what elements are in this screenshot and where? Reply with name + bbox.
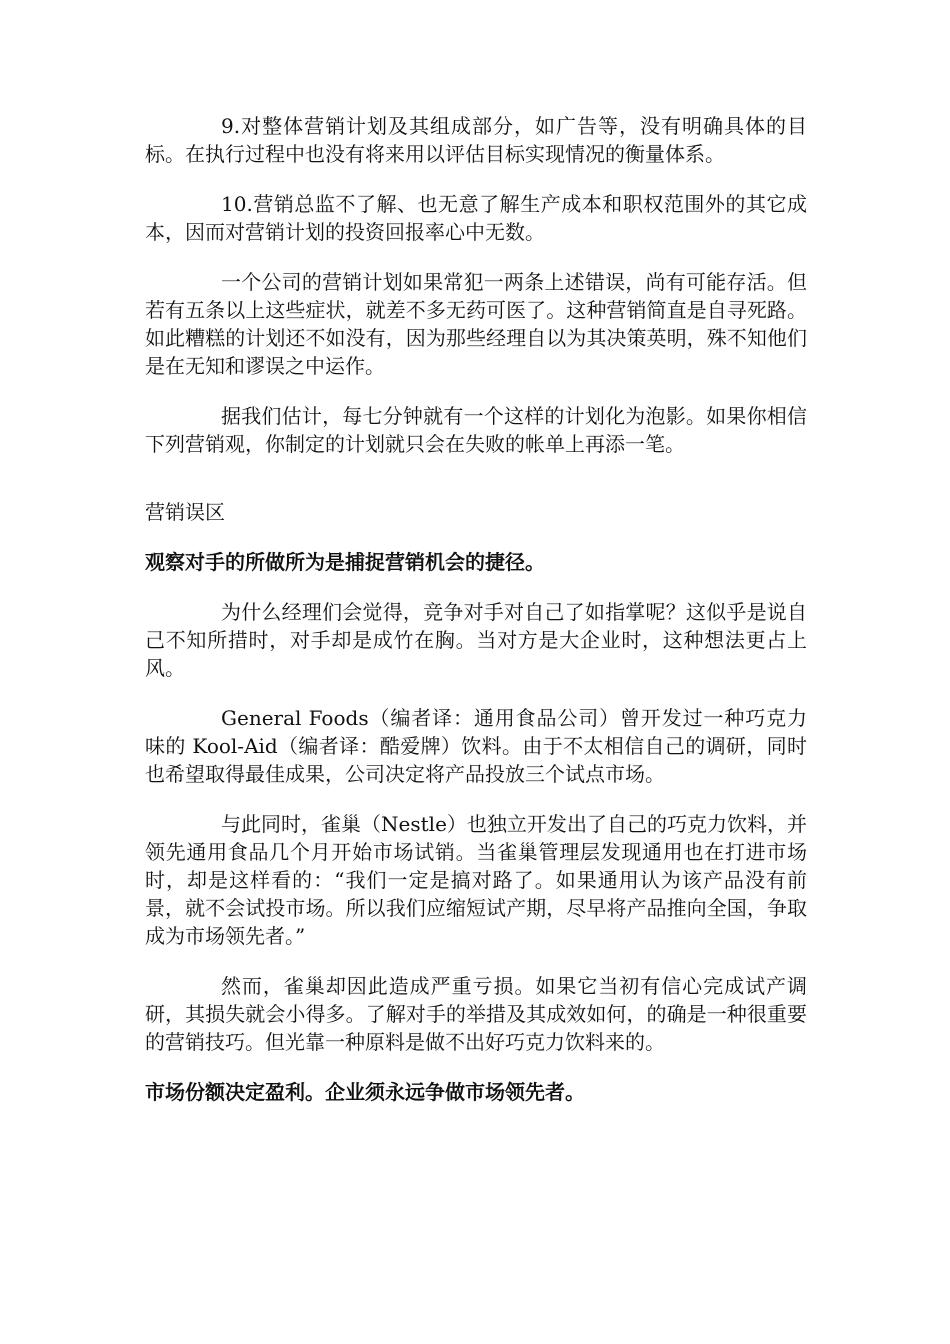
paragraph-general-foods: General Foods（编者译：通用食品公司）曾开发过一种巧克力味的 Kool-Aid（编者译：酷爱牌）饮料。由于不太相信自己的调研，同时也希望取得最佳成果，公司决定将产品投放三个试点市场。 [145,706,807,786]
paragraph-conclusion: 然而，雀巢却因此造成严重亏损。如果它当初有信心完成试产调研，其损失就会小得多。了解对手的举措及其成效如何，的确是一种很重要的营销技巧。但光靠一种原料是做不出好巧克力饮料来的。 [145,974,807,1054]
paragraph-estimate: 据我们估计，每七分钟就有一个这样的计划化为泡影。如果你相信下列营销观，你制定的计划就只会在失败的帐单上再添一笔。 [145,404,807,456]
paragraph-item-10: 10.营销总监不了解、也无意了解生产成本和职权范围外的其它成本，因而对营销计划的投资回报率心中无数。 [145,192,807,244]
paragraph-nestle: 与此同时，雀巢（Nestle）也独立开发出了自己的巧克力饮料，并领先通用食品几个月开始市场试销。当雀巢管理层发现通用也在打进市场时，却是这样看的：“我们一定是搞对路了。如果通用认为该产品没有前景，就不会试投市场。所以我们应缩短试产期，尽早将产品推向全国，争取成为市场领先者。” [145,812,807,948]
paragraph-summary: 一个公司的营销计划如果常犯一两条上述错误，尚有可能存活。但若有五条以上这些症状，就差不多无药可医了。这种营销简直是自寻死路。如此糟糕的计划还不如没有，因为那些经理自以为其决策英明，殊不知他们是在无知和谬误之中运作。 [145,270,807,378]
myth-1-title: 观察对手的所做所为是捕捉营销机会的捷径。 [145,550,545,574]
section-title: 营销误区 [145,500,225,524]
paragraph-item-9: 9.对整体营销计划及其组成部分，如广告等，没有明确具体的目标。在执行过程中也没有将来用以评估目标实现情况的衡量体系。 [145,114,807,166]
paragraph-myth1-intro: 为什么经理们会觉得，竞争对手对自己了如指掌呢？这似乎是说自己不知所措时，对手却是成竹在胸。当对方是大企业时，这种想法更占上风。 [145,600,807,680]
myth-2-title: 市场份额决定盈利。企业须永远争做市场领先者。 [145,1080,585,1104]
document-body [145,112,807,1128]
